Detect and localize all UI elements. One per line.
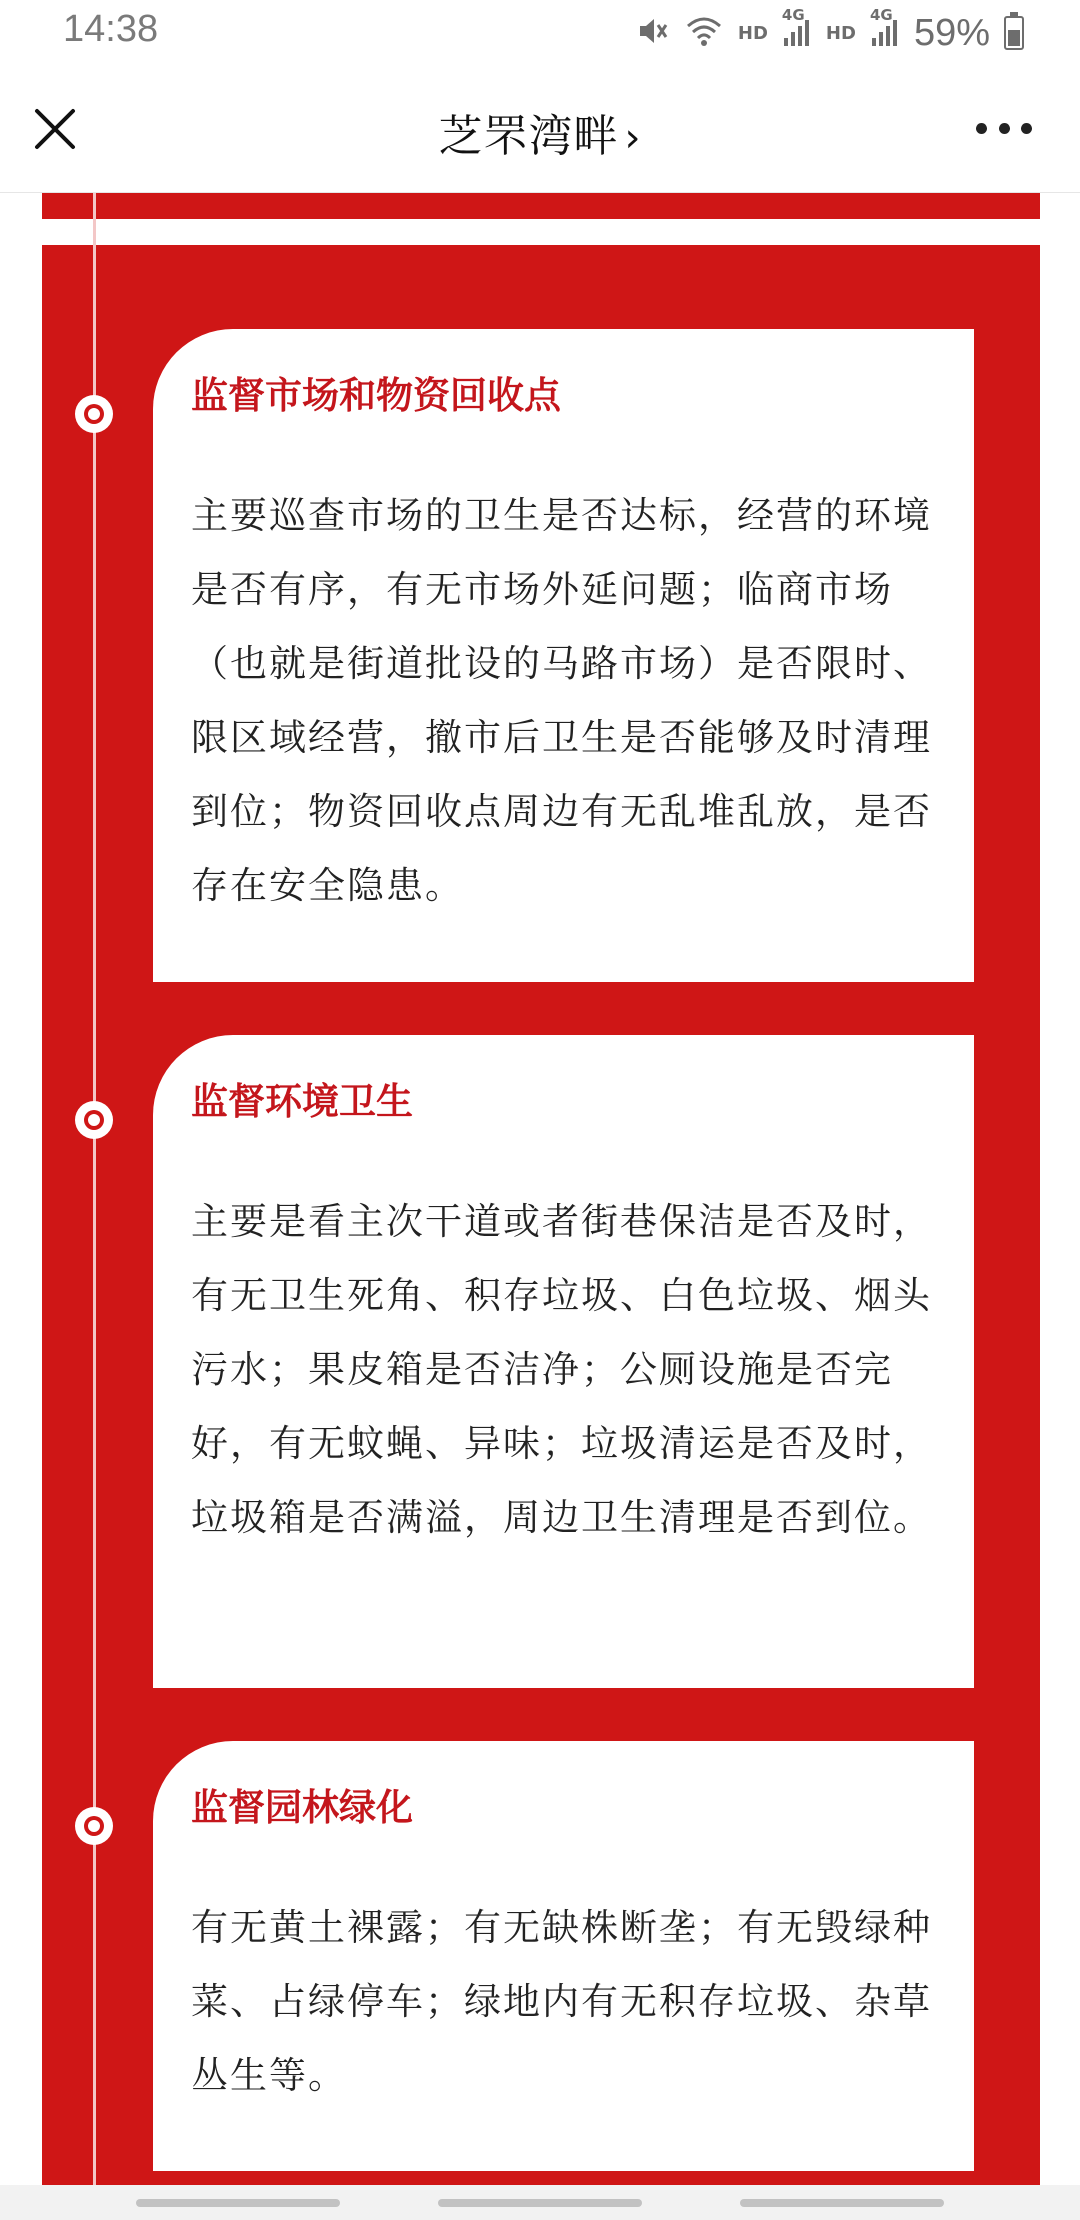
signal-icon — [869, 6, 900, 52]
battery-icon — [1004, 16, 1024, 50]
card-title: 监督环境卫生 — [191, 1080, 413, 1123]
status-icons — [636, 6, 1024, 56]
navigation-bar — [0, 2185, 1080, 2220]
more-icon — [1021, 123, 1032, 134]
page-title[interactable] — [0, 100, 1080, 164]
nav-home-button[interactable] — [438, 2199, 642, 2207]
nav-recents-button[interactable] — [136, 2199, 340, 2207]
mute-icon — [636, 14, 670, 52]
timeline-card — [153, 329, 974, 982]
timeline-card — [153, 1741, 974, 2171]
section-divider-strip — [42, 193, 1040, 219]
status-time: 14:38 — [63, 8, 159, 50]
card-body: 主要是看主次干道或者街巷保洁是否及时，有无卫生死角、积存垃圾、白色垃圾、烟头污水；果皮箱是否洁净；公厕设施是否完好，有无蚊蝇、异味；垃圾清运是否及时，垃圾箱是否满溢，周边卫生清理是否到位。 — [191, 1200, 932, 1539]
chevron-right-icon: › — [624, 115, 642, 161]
timeline-dot — [75, 1807, 113, 1845]
signal-icon — [781, 6, 812, 52]
net-label-2: 4G — [869, 6, 893, 24]
title-bar — [0, 66, 1080, 193]
battery-percent: 59% — [913, 11, 990, 54]
more-icon — [976, 123, 987, 134]
article-content[interactable] — [0, 193, 1080, 2185]
status-bar — [0, 0, 1080, 66]
card-title: 监督园林绿化 — [191, 1786, 413, 1829]
wifi-icon — [684, 14, 724, 52]
card-body: 有无黄土裸露；有无缺株断垄；有无毁绿种菜、占绿停车；绿地内有无积存垃圾、杂草丛生等。 — [191, 1906, 932, 2097]
more-icon — [999, 123, 1010, 134]
account-name: 芝罘湾畔 — [438, 111, 619, 162]
net-label-1: 4G — [781, 6, 805, 24]
card-title: 监督市场和物资回收点 — [191, 374, 561, 417]
timeline-dot — [75, 1101, 113, 1139]
nav-back-button[interactable] — [740, 2199, 944, 2207]
card-body: 主要巡查市场的卫生是否达标，经营的环境是否有序，有无市场外延问题；临商市场（也就是街道批设的马路市场）是否限时、限区域经营，撤市后卫生是否能够及时清理到位；物资回收点周边有无乱堆乱放，是否存在安全隐患。 — [191, 494, 932, 907]
timeline-card — [153, 1035, 974, 1688]
hd-label-2: HD — [825, 22, 856, 44]
timeline-line — [93, 193, 96, 2185]
timeline-dot — [75, 395, 113, 433]
hd-label-1: HD — [737, 22, 768, 44]
more-button[interactable] — [976, 118, 1032, 138]
